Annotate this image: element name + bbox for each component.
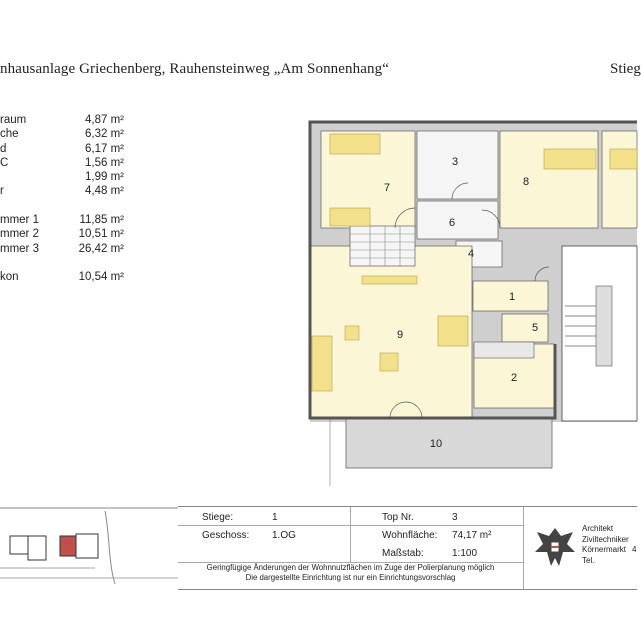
site-building: [10, 536, 30, 554]
disclaimer-note: [178, 563, 523, 583]
bed-right: [610, 149, 637, 169]
room-5: [502, 314, 548, 342]
room-name: d: [0, 142, 7, 155]
top-label: Top Nr.: [382, 512, 414, 523]
room-row: [0, 171, 130, 185]
room-name: raum: [0, 114, 27, 126]
architect-line: Tel.: [582, 555, 595, 565]
top-value: 3: [452, 512, 458, 523]
sideboard: [362, 276, 417, 284]
room-row: [0, 185, 130, 199]
room-name: che: [0, 128, 19, 141]
room-number: 8: [522, 176, 530, 188]
architect-suffix: 4: [632, 545, 637, 554]
room-name: r: [0, 185, 4, 198]
room-area: 1,56 m²: [85, 156, 124, 169]
room-6: [417, 201, 498, 239]
wohnflaeche-value: 74,17 m²: [452, 530, 492, 541]
sofa: [312, 336, 332, 391]
room-number: 4: [467, 248, 475, 260]
room-area: 4,87 m²: [85, 114, 124, 126]
room-area: 1,99 m²: [85, 171, 124, 184]
stiege-value: 1: [272, 512, 278, 523]
massstab-value: 1:100: [452, 548, 478, 559]
room-number: 10: [429, 438, 443, 450]
architect-info: [582, 524, 629, 566]
room-area: 26,42 m²: [78, 242, 124, 255]
room-area: 6,32 m²: [85, 128, 124, 141]
site-building: [76, 534, 98, 558]
armchair: [380, 353, 398, 371]
wohnflaeche-label: Wohnfläche:: [382, 530, 438, 541]
floor-plan: [290, 116, 637, 488]
room-name: mmer 2: [0, 228, 39, 241]
room-row: [0, 157, 130, 171]
room-area-list: [0, 114, 130, 286]
room-name: kon: [0, 271, 19, 284]
site-map: [0, 506, 178, 586]
room-area: 6,17 m²: [85, 142, 124, 155]
room-row: [0, 228, 130, 242]
room-number: 5: [531, 322, 539, 334]
room-name: mmer 3: [0, 242, 39, 255]
bed-7: [330, 134, 380, 154]
geschoss-label: Geschoss:: [202, 530, 250, 541]
room-row: [0, 143, 130, 157]
site-building-highlighted: [60, 536, 76, 556]
stiege-heading: Stieg: [610, 61, 641, 77]
dining-table: [438, 316, 468, 346]
stiege-label: Stiege:: [202, 512, 234, 523]
room-number: 7: [383, 182, 391, 194]
bed-8: [544, 149, 596, 169]
room-right: [602, 131, 637, 228]
room-spacer: [0, 200, 130, 214]
room-name: mmer 1: [0, 214, 39, 227]
stairs-area: [350, 226, 415, 266]
room-row: [0, 271, 130, 285]
document-title: nhausanlage Griechenberg, Rauhensteinweg „Am Sonnenhang“: [0, 61, 389, 77]
room-number: 9: [396, 329, 404, 341]
room-area: 11,85 m²: [79, 214, 124, 227]
note-line-1: Geringfügige Änderungen der Wohnnutzflächen im Zuge der Polierplanung möglich: [206, 563, 495, 572]
room-number: 2: [510, 372, 518, 384]
note-line-2: Die dargestellte Einrichtung ist nur ein Einrichtungsvorschlag: [245, 573, 456, 582]
room-number: 1: [508, 291, 516, 303]
eagle-seal-icon: [531, 522, 579, 572]
site-building: [28, 536, 46, 560]
architect-line: Ziviltechniker: [582, 534, 629, 544]
room-spacer: [0, 257, 130, 271]
desk-7: [330, 208, 370, 226]
chair: [345, 326, 359, 340]
stairwell: [562, 246, 637, 421]
room-area: 10,51 m²: [78, 228, 124, 241]
room-area: 10,54 m²: [78, 271, 124, 284]
architect-line: Körnermarkt: [582, 545, 627, 554]
room-row: [0, 243, 130, 257]
room-row: [0, 114, 130, 128]
architect-line: Architekt: [582, 524, 614, 533]
geschoss-value: 1.OG: [272, 530, 296, 541]
room-8: [500, 131, 598, 228]
room-name: C: [0, 156, 9, 169]
kitchen-counter: [474, 342, 534, 358]
room-row: [0, 214, 130, 228]
massstab-label: Maßstab:: [382, 548, 424, 559]
room-row: [0, 128, 130, 142]
room-number: 3: [451, 156, 459, 168]
balcony: [346, 418, 552, 468]
room-number: 6: [448, 217, 456, 229]
room-area: 4,48 m²: [85, 185, 124, 198]
